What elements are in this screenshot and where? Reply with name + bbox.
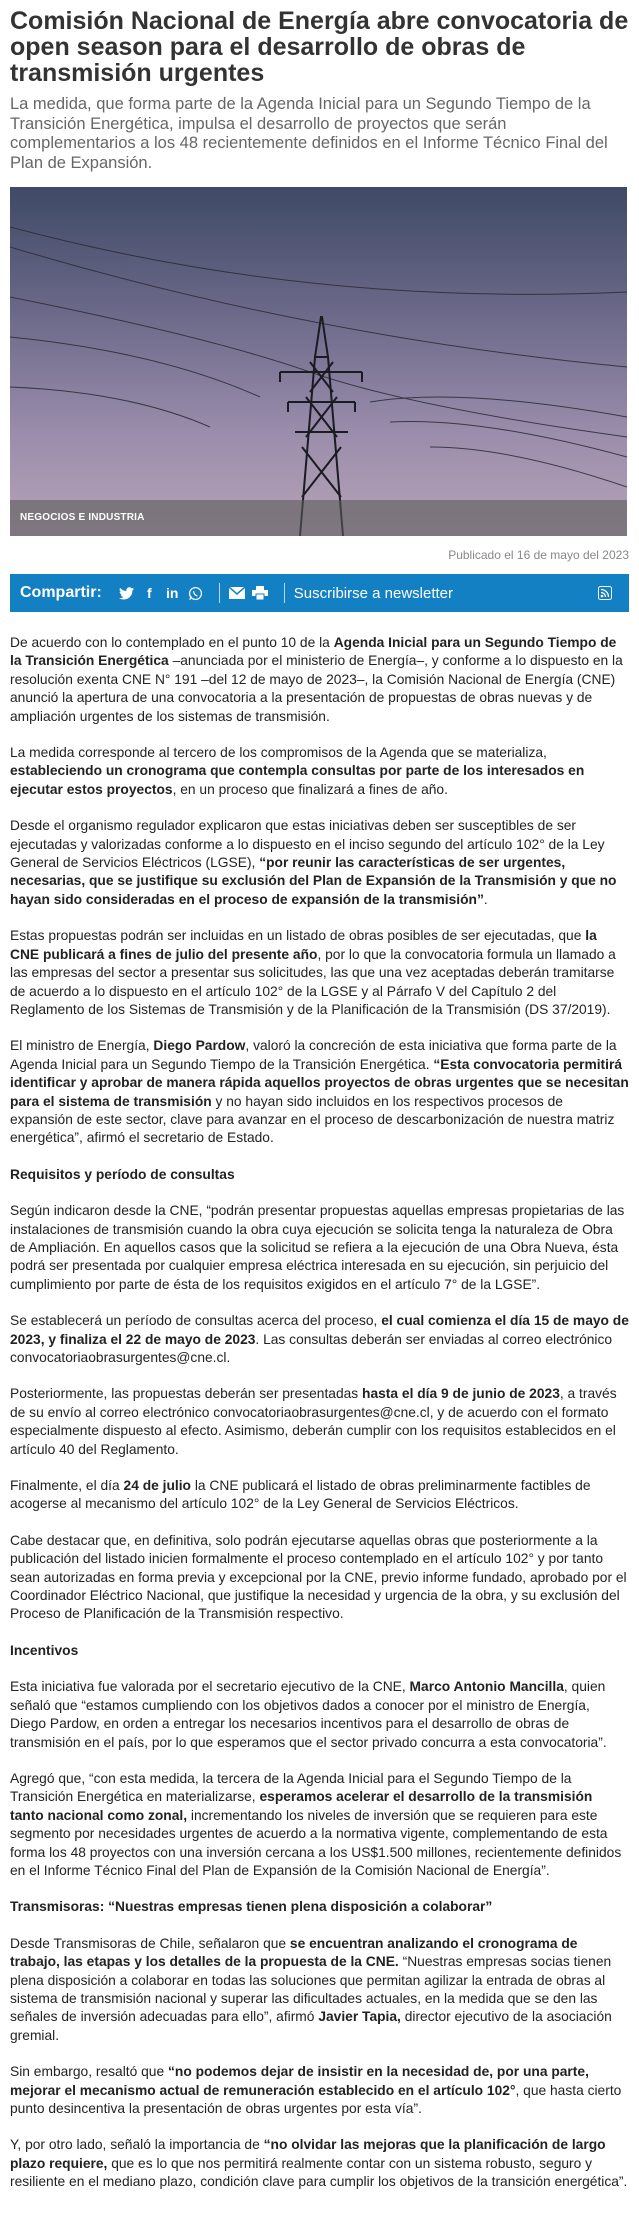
paragraph: La medida corresponde al tercero de los compromisos de la Agenda que se materializa, estableciendo un cronograma que contempla consultas por parte de los interesados en ejecutar estos proyectos, en un proceso que finalizará a fines de año. <box>10 745 585 797</box>
paragraph: Estas propuestas podrán ser incluidas en un listado de obras posibles de ser ejecutadas, que la CNE publicará a fines de julio del presente año, por lo que la convocatoria formula un llamado a las empresas del sector a presentar sus solicitudes, las que una vez aceptadas deberán tramitarse de acuerdo a lo dispuesto en el artículo 102° de la LGSE y al Párrafo V del Capítulo 2 del Reglamento de los Sistemas de Transmisión y de la Planificación de la Transmisión (DS 37/2019). <box>10 928 616 1017</box>
article-title: Comisión Nacional de Energía abre convocatoria de open season para el desarrollo de obras de transmisión urgentes <box>10 7 629 87</box>
paragraph: Finalmente, el día 24 de julio la CNE publicará el listado de obras preliminarmente factibles de acogerse al mecanismo del artículo 102° de la Ley General de Servicios Eléctricos. <box>10 1478 591 1512</box>
paragraph: Desde el organismo regulador explicaron que estas iniciativas deben ser susceptibles de ser ejecutadas y valorizadas conforme a lo dispuesto en el inciso segundo del artículo 102° de la Ley General de Servicios Eléctricos (LGSE), “por reunir las características de ser urgentes, necesarias, que se justifique su exclusión del Plan de Expansión de la Transmisión y que no hayan sido consideradas en el proceso de expansión de la transmisión”. <box>10 818 617 907</box>
share-label: Compartir: <box>20 584 102 601</box>
section-heading: Requisitos y período de consultas <box>10 1166 235 1182</box>
print-icon[interactable] <box>252 585 269 602</box>
paragraph: Agregó que, “con esta medida, la tercera de la Agenda Inicial para el Segundo Tiempo de la Transición Energética en materializarse, esperamos acelerar el desarrollo de la transmisión tanto nacional como zonal, incrementando los niveles de inversión que se requieren para este segmento por necesidades urgentes de acuerdo a la normativa vigente, complementando de esta forma los 48 proyectos con una inversión cercana a los US$1.500 millones, recientemente definidos en el Informe Técnico Final del Plan de Expansión de la Comisión Nacional de Energía”. <box>10 1770 622 1878</box>
paragraph: Y, por otro lado, señaló la importancia de “no olvidar las mejoras que la planificación de largo plazo requiere, que es lo que nos permitirá realmente contar con un sistema robusto, seguro y resiliente en el mediano plazo, condición clave para cumplir los objetivos de la transición energética”. <box>10 2137 628 2190</box>
publish-date: Publicado el 16 de mayo del 2023 <box>448 548 629 562</box>
section-heading: Incentivos <box>10 1642 79 1658</box>
image-category-label: NEGOCIOS E INDUSTRIA <box>10 500 627 536</box>
paragraph: Según indicaron desde la CNE, “podrán presentar propuestas aquellas empresas propietarias de las instalaciones de transmisión cuando la obra cuya ejecución se solicita tenga la naturaleza de Obra de Ampliación. En aquellos casos que la solicitud se refiera a la ejecución de una Obra Nueva, ésta podrá ser presentada por cualquier empresa eléctrica interesada en su ejecución, sin perjuicio del cumplimiento por parte de ésta de los requisitos exigidos en el artículo 7° de la LGSE”. <box>10 1203 625 1292</box>
paragraph: El ministro de Energía, Diego Pardow, valoró la concreción de esta iniciativa que forma parte de la Agenda Inicial para un Segundo Tiempo de la Transición Energética. “Esta convocatoria permitirá identificar y aprobar de manera rápida aquellos proyectos de obras urgentes que se necesitan para el sistema de transmisión y no hayan sido incluidos en los respectivos procesos de expansión de este sector, clave para avanzar en el proceso de descarbonización de nuestra matriz energética”, afirmó el secretario de Estado. <box>10 1038 629 1146</box>
article-body <box>10 634 629 2192</box>
rss-icon[interactable] <box>596 585 613 602</box>
hero-image <box>10 187 627 536</box>
share-divider <box>219 583 220 603</box>
linkedin-icon[interactable]: in <box>166 585 179 601</box>
share-bar <box>10 574 629 612</box>
paragraph: Esta iniciativa fue valorada por el secretario ejecutivo de la CNE, Marco Antonio Mancilla, quien señaló que “estamos cumpliendo con los objetivos dados a conocer por el ministro de Energía, Diego Pardow, en orden a entregar los necesarios incentivos para el desarrollo de obras de transmisión en el país, por lo que esperamos que el sector privado concurra a esta convocatoria”. <box>10 1679 607 1750</box>
whatsapp-icon[interactable] <box>187 585 204 602</box>
paragraph: De acuerdo con lo contemplado en el punto 10 de la Agenda Inicial para un Segundo Tiempo de la Transición Energética –anunciada por el ministerio de Energía–, y conforme a lo dispuesto en la resolución exenta CNE N° 191 –del 12 de mayo de 2023–, la Comisión Nacional de Energía (CNE) anunció la apertura de una convocatoria a la presentación de propuestas de obras nuevas y de ampliación urgentes de los sistemas de transmisión. <box>10 635 623 724</box>
paragraph: Desde Transmisoras de Chile, señalaron que se encuentran analizando el cronograma de trabajo, las etapas y los detalles de la propuesta de la CNE. “Nuestras empresas socias tienen plena disposición a colaborar en todas las soluciones que permitan agilizar la entrada de obras al sistema de transmisión nacional y superar las dificultades actuales, en la medida que se den las señales de inversión adecuadas para ello”, afirmó Javier Tapia, director ejecutivo de la asociación gremial. <box>10 1935 612 2043</box>
paragraph: Sin embargo, resaltó que “no podemos dejar de insistir en la necesidad de, por una parte, mejorar el mecanismo actual de remuneración establecido en el artículo 102°, que hasta cierto punto desincentiva la presentación de obras urgentes por esta vía”. <box>10 2064 622 2116</box>
newsletter-link[interactable]: Suscribirse a newsletter <box>293 584 454 602</box>
share-divider <box>284 583 285 603</box>
power-tower-illustration <box>10 187 627 536</box>
section-heading: Transmisoras: “Nuestras empresas tienen plena disposición a colaborar” <box>10 1899 493 1915</box>
paragraph: Posteriormente, las propuestas deberán ser presentadas hasta el día 9 de junio de 2023, a través de su envío al correo electrónico convocatoriaobrasurgentes@cne.cl, y de acuerdo con el formato especialmente dispuesto al efecto. Asimismo, deberán cumplir con los requisitos establecidos en el artículo 40 del Reglamento. <box>10 1386 617 1457</box>
paragraph: Cabe destacar que, en definitiva, solo podrán ejecutarse aquellas obras que posteriormente a la publicación del listado inicien formalmente el proceso contemplado en el artículo 102° y por tanto sean autorizadas en forma previa y excepcional por la CNE, previo informe fundado, aprobado por el Coordinador Eléctrico Nacional, que justifique la necesidad y urgencia de la obra, y su exclusión del Proceso de Planificación de la Transmisión respectivo. <box>10 1532 627 1622</box>
twitter-icon[interactable] <box>118 585 135 602</box>
article-subtitle: La medida, que forma parte de la Agenda Inicial para un Segundo Tiempo de la Transición Energética, impulsa el desarrollo de proyectos que serán complementarios a los 48 recientemente definidos en el Informe Técnico Final del Plan de Expansión. <box>10 95 608 172</box>
email-icon[interactable] <box>229 585 246 602</box>
paragraph: Se establecerá un período de consultas acerca del proceso, el cual comienza el día 15 de mayo de 2023, y finaliza el 22 de mayo de 2023. Las consultas deberán ser enviadas al correo electrónico convocatoriaobrasurgentes@cne.cl. <box>10 1313 629 1365</box>
facebook-icon[interactable]: f <box>146 585 152 601</box>
